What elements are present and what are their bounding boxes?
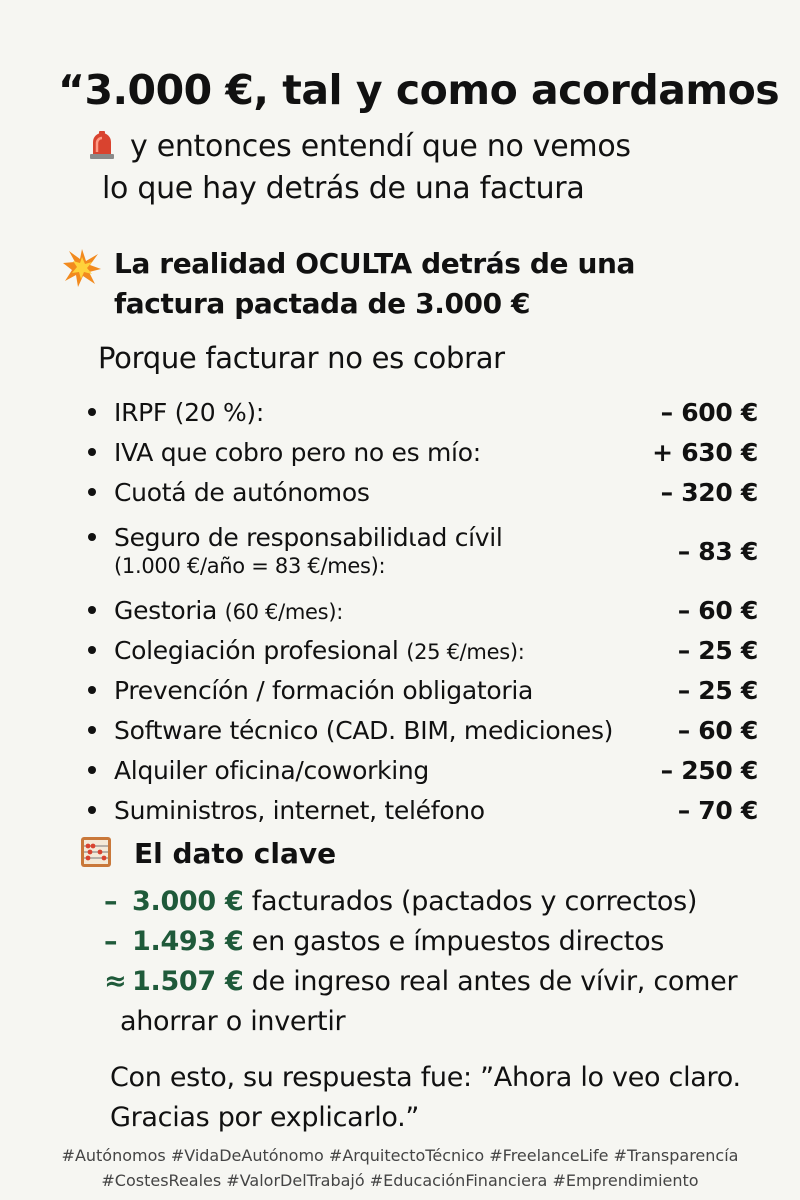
list-item	[88, 392, 758, 432]
bullet	[88, 408, 96, 416]
fact-amount: 1.493 €	[132, 926, 244, 957]
intro-line-2: lo que hay detrás de una factura	[102, 171, 585, 206]
intro-line-1	[88, 126, 768, 168]
section-title-line-1: La realidad OCULTA detrás de una	[114, 247, 636, 280]
bullet	[88, 726, 96, 734]
item-amount: – 600 €	[660, 397, 758, 427]
collision-icon	[62, 248, 102, 288]
item-label: IRPF (20 %):	[114, 397, 264, 427]
hashtags	[0, 1143, 800, 1193]
item-amount: – 250 €	[660, 755, 758, 785]
cost-list	[88, 392, 758, 830]
fact-line: – 1.493 € en gastos e ímpuestos directos	[104, 926, 665, 957]
fact-amount: 3.000 €	[132, 886, 244, 917]
hashtags-line-2: #CostesReales #ValorDelTrabajó #EducaciónFinanciera #Emprendimiento	[101, 1171, 699, 1190]
bullet	[88, 606, 96, 614]
item-label: Gestoria (60 €/mes):	[114, 595, 343, 625]
item-label: Seguro de responsabilidɩad cívil (1.000 €/año = 83 €/mes):	[114, 522, 503, 578]
bullet	[88, 766, 96, 774]
bullet	[88, 646, 96, 654]
hashtags-line-1: #Autónomos #VidaDeAutónomo #ArquitectoTécnico #FreelanceLife #Transparencía	[61, 1146, 739, 1165]
list-item	[88, 432, 758, 472]
item-label: Software técnico (CAD. BIM, mediciones)	[114, 715, 614, 745]
list-item	[88, 472, 758, 512]
list-item	[88, 710, 758, 750]
item-note: (1.000 €/año = 83 €/mes):	[114, 553, 386, 578]
list-item	[88, 790, 758, 830]
item-amount: – 60 €	[677, 715, 758, 745]
item-note: (60 €/mes):	[224, 599, 343, 624]
item-amount: – 83 €	[677, 536, 758, 566]
section-title-line-2: factura pactada de 3.000 €	[114, 287, 531, 320]
item-amount: – 25 €	[677, 675, 758, 705]
item-note: (25 €/mes):	[406, 639, 525, 664]
bullet	[88, 488, 96, 496]
key-facts	[104, 882, 764, 1042]
item-label: Suministros, internet, teléfono	[114, 795, 485, 825]
fact-line: – 3.000 € facturados (pactados y correctos)	[104, 886, 698, 917]
list-item	[88, 630, 758, 670]
item-amount: – 60 €	[677, 595, 758, 625]
fact-line: ≈ 1.507 € de ingreso real antes de vívir, comer	[104, 966, 738, 997]
page-title: “3.000 €, tal y como acordamos	[58, 66, 780, 114]
item-label: Cuotá de autónomos	[114, 477, 370, 507]
intro-text-1: y entonces entendí que no vemos	[130, 129, 631, 164]
list-item	[88, 750, 758, 790]
item-label: IVA que cobro pero no es mío:	[114, 437, 481, 467]
closing-line-1: Con esto, su respuesta fue: ”Ahora lo veo claro.	[110, 1062, 741, 1093]
item-amount: – 25 €	[677, 635, 758, 665]
item-amount: + 630 €	[652, 437, 758, 467]
closing-quote	[110, 1058, 770, 1138]
intro	[88, 126, 768, 210]
item-label: Prevencíón / formación obligatoria	[114, 675, 533, 705]
section-title	[62, 244, 762, 324]
abacus-icon	[80, 836, 112, 868]
fact-continuation: ahorrar o invertir	[120, 1006, 346, 1037]
section-subtitle: Porque facturar no es cobrar	[98, 341, 505, 375]
key-title-text: El dato clave	[134, 837, 337, 870]
list-item	[88, 590, 758, 630]
bullet	[88, 686, 96, 694]
siren-icon	[88, 130, 116, 160]
item-amount: – 70 €	[677, 795, 758, 825]
bullet	[88, 533, 96, 541]
list-item	[88, 670, 758, 710]
item-label: Alquiler oficina/coworking	[114, 755, 429, 785]
fact-amount: 1.507 €	[132, 966, 244, 997]
key-title	[80, 834, 336, 874]
bullet	[88, 448, 96, 456]
item-amount: – 320 €	[660, 477, 758, 507]
item-label: Colegiación profesional (25 €/mes):	[114, 635, 525, 665]
bullet	[88, 806, 96, 814]
list-item	[88, 512, 758, 590]
closing-line-2: Gracias por explicarlo.”	[110, 1102, 420, 1133]
